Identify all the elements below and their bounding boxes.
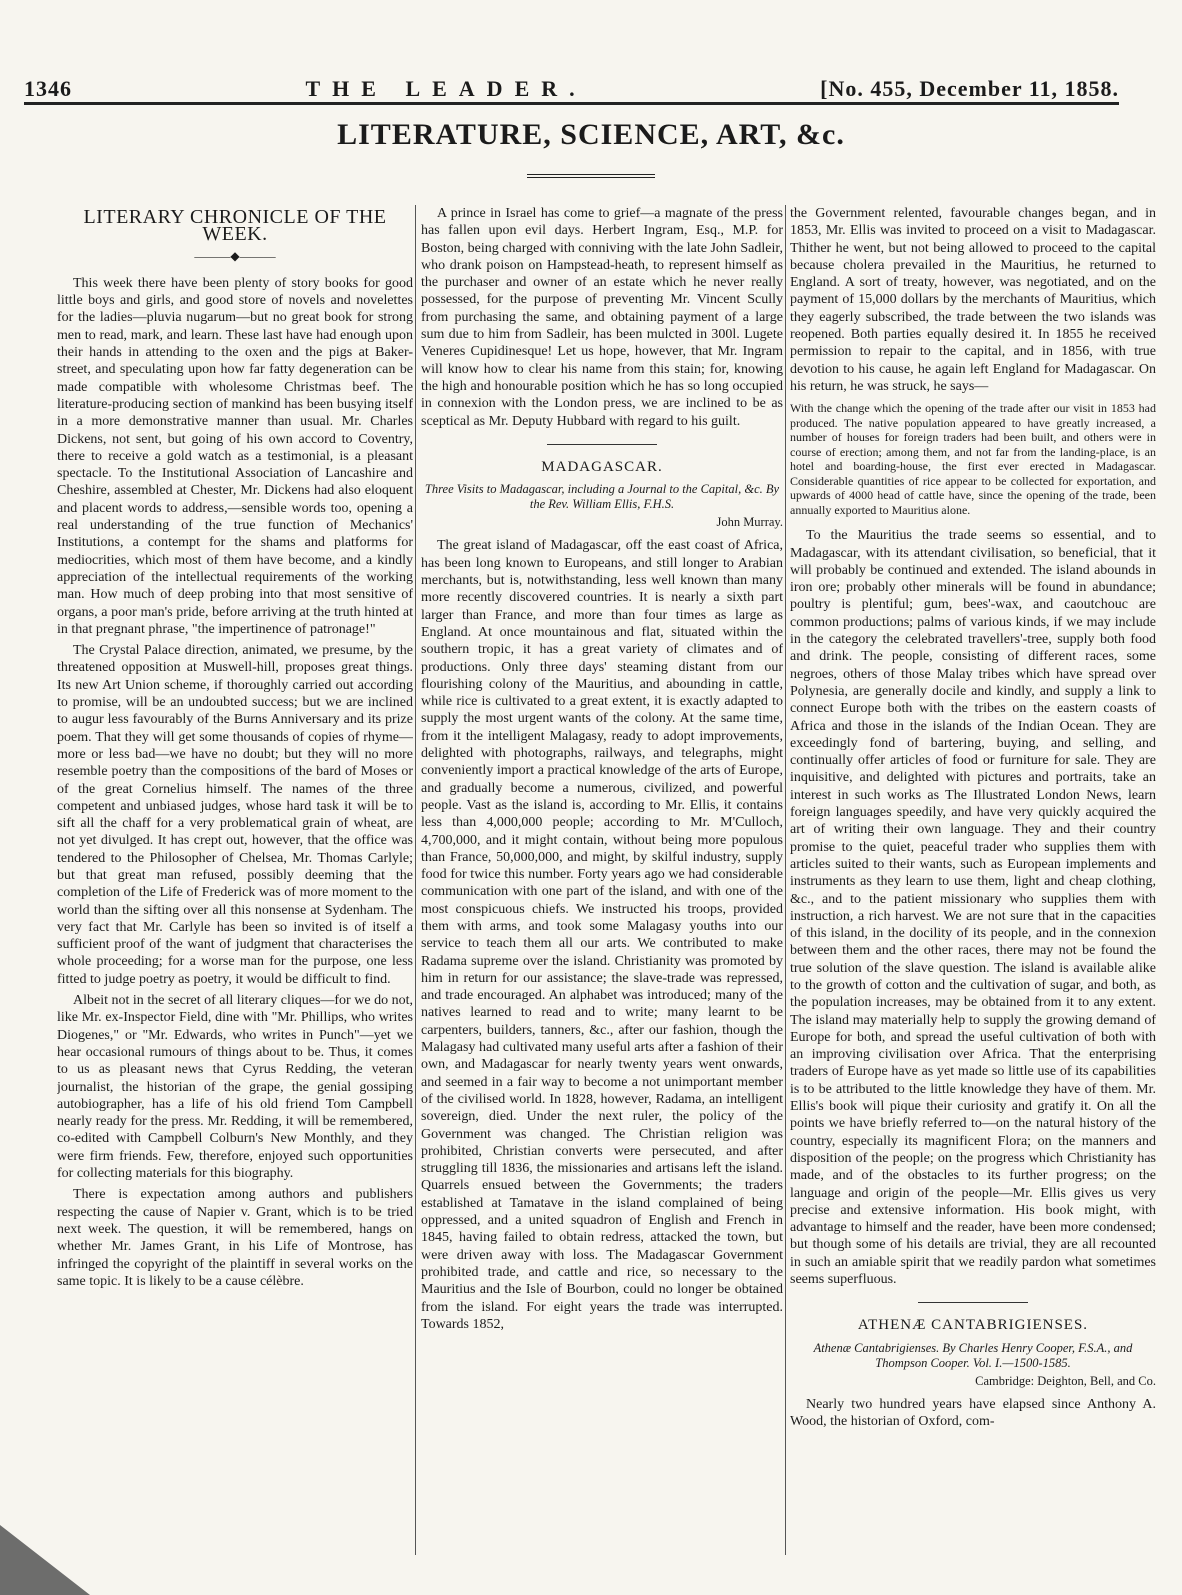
madagascar-heading: MADAGASCAR. — [541, 458, 663, 475]
column-1 — [57, 205, 413, 1555]
column-divider — [415, 205, 416, 1555]
chronicle-paragraph: Albeit not in the secret of all literary cliques—for we do not, like Mr. ex-Inspector Field, dine with "Mr. Phillips, who writes Diogenes," or "Mr. Edwards, who writes in Punch"—yet we hear occasional rumours of things about to be. Thus, it comes to us as pleasant news that Cyrus Redding, the veteran journalist, the historian of the grape, the genial gossiping autobiographer, has a life of his old friend Tom Campbell nearly ready for the press. Mr. Redding, it will be remembered, co-edited with Campbell Colburn's New Monthly, and they were firm friends. Few, therefore, enjoyed such opportunities for collecting materials for this biography. — [57, 993, 413, 1182]
masthead — [24, 72, 1119, 105]
madagascar-paragraph: To the Mauritius the trade seems so essential, and to Madagascar, with its attendant civilisation, so beneficial, that it will probably be continued and extended. The island abounds in iron ore; probably other minerals will be found in abundance; poultry is plentiful; gum, bees'-wax, and caoutchouc are common productions; palms of various kinds, if we may include in the category the celebrated travellers'-tree, supply both food and drink. The people, consisting of different races, some negroes, others of those Malay tribes which have spread over Polynesia, are generally docile and kindly, and supply a link to connect Europe both with the tribes on the eastern coasts of Africa and those in the islands of the Indian Ocean. They are exceedingly fond of bartering, buying, and selling, and continually offer articles of food or furniture for sale. They are inquisitive, and delighted with pictures and portraits, take an interest in such works as The Illustrated London News, learn foreign languages speedily, and have very quickly acquired the art of writing their own language. They and their country promise to the quiet, peaceful trader who supplies them with articles suited to their wants, such as European implements and instruments as they learn to use them, light and cheap clothing, &c., and to the patient missionary who supplies them with instruction, a rich harvest. We are not sure that in the capacities of this island, in the docility of its people, and in the connexion between them and the other races, there may not be found the true solution of the slave question. The island is available alike to the growth of cotton and the cultivation of sugar, and both, as the population increases, may be obtained from it to any extent. The island may materially help to supply the growing demand of Europe for both, and spread the useful cultivation of both with an improving civilisation over Africa. That the enterprising traders of Europe have as yet made so little use of its capabilities is to be attributed to the little knowledge they have of them. Mr. Ellis's book will pique their curiosity and gratify it. On all the points we have briefly referred to—on the natural history of the country, especially its magnificent Flora; on the manners and disposition of the people; on the progress which Christianity has made, and of the obstacles to its further progress; on the language and origin of the people—Mr. Ellis gives us very precise and extensive information. His book might, with advantage to himself and the reader, have been more condensed; but though some of his details are trivial, they are all recounted in such an amiable spirit that we readily pardon what sometimes seems superfluous. — [790, 528, 1156, 1288]
article-divider — [547, 444, 657, 445]
section-title: LITERATURE, SCIENCE, ART, &c. — [337, 118, 845, 151]
block-quote: With the change which the opening of the trade after our visit in 1853 had produced. The native population appeared to have greatly increased, a number of houses for foreign traders had been built, and others were in course of erection; among them, and not far from the landing-place, is an hotel and boarding-house, the first ever erected in Madagascar. Considerable quantities of rice appear to be collected for exportation, and upwards of 4000 head of cattle have, since the opening of the trade, been annually exported to Mauritius alone. — [790, 401, 1156, 517]
madagascar-body: The great island of Madagascar, off the east coast of Africa, has been long known to Europeans, and still longer to Arabian merchants, but is, notwithstanding, less well known than many more recently discovered countries. It is nearly a sixth part larger than France, and more than four times as large as England. At once mountainous and flat, situated within the southern tropic, it has a great variety of climates and of productions. Only three days' steaming distant from our flourishing colony of the Mauritius, and abounding in cattle, while rice is cultivated to a great extent, it is exactly adapted to supply the most urgent wants of the colony. At the same time, from it the intelligent Malagasy, ready to adopt improvements, delighted with photographs, railways, and telegraphs, might conveniently import a practical knowledge of the arts of Europe, and gradually become a numerous, civilized, and powerful people. Vast as the island is, according to Mr. Ellis, it contains less than 4,000,000 people; according to Mr. M'Culloch, 4,700,000, and it might contain, without being more populous than France, 50,000,000, and might, by skilful industry, supply food for twice this number. Forty years ago we had considerable communication with one part of the island, and with one of the most conspicuous chiefs. We instructed his troops, provided them with arms, and took some Malagasy youths into our service to teach them all our arts. We contributed to make Radama supreme over the island. Christianity was promoted by him in return for our assistance; the slave-trade was repressed, and trade encouraged. An alphabet was introduced; many of the natives learned to read and to write; many learnt to be carpenters, builders, tanners, &c., after our fashion, though the Malagasy had cultivated many useful arts after a fashion of their own, and Madagascar for nearly twenty years went onwards, and seemed in a fair way to become a not unimportant member of the civilised world. In 1828, however, Radama, an intelligent sovereign, died. Under the next ruler, the policy of the Government was changed. The Christian religion was prohibited, Christian converts were persecuted, and after struggling till 1836, the missionaries and artisans left the island. Quarrels ensued between the Governments; the traders established at Tamatave in the island complained of being oppressed, and a united squadron of English and French in 1845, having failed to obtain redress, attacked the town, but were driven away with loss. The Madagascar Government prohibited trade, and cattle and rice, so necessary to the Mauritius and the Isle of Bourbon, could no longer be obtained from the island. For eight years the trade was interrupted. Towards 1852, — [421, 538, 783, 1332]
article-divider — [918, 1302, 1028, 1303]
section-rule — [527, 174, 655, 178]
page-corner-shadow — [0, 1525, 90, 1595]
column-divider — [785, 205, 786, 1555]
athenae-body: Nearly two hundred years have elapsed since Anthony A. Wood, the historian of Oxford, com- — [790, 1396, 1156, 1430]
athenae-book-reference: Athenæ Cantabrigienses. By Charles Henry Cooper, F.S.A., and Thompson Cooper. Vol. I.—1500-1585. — [813, 1340, 1133, 1370]
madagascar-continuation: the Government relented, favourable changes began, and in 1853, Mr. Ellis was invited to proceed on a visit to Madagascar. Thither he went, but not being allowed to proceed to the capital because cholera prevailed in the Mauritius, he returned to England. A sort of treaty, however, was negotiated, and on the payment of 15,000 dollars by the merchants of Mauritius, which they eagerly subscribed, the trade between the two islands was reopened. Both parties equally desired it. In 1855 he received permission to repair to the capital, and in 1856, with true devotion to his cause, he again left England for Madagascar. On his return, he was struck, he says— — [790, 206, 1156, 394]
column-3 — [790, 205, 1156, 1555]
madagascar-book-reference: Three Visits to Madagascar, including a Journal to the Capital, &c. By the Rev. William Ellis, F.H.S. — [424, 482, 780, 512]
page-number: 1346 — [24, 76, 72, 101]
ornament-divider: ———◆——— — [194, 248, 276, 263]
chronicle-paragraph: This week there have been plenty of story books for good little boys and girls, and good store of novels and novelettes for the ladies—pluvia nugarum—but no great book for strong men to read, mark, and learn. These last have had enough upon their hands in attending to the oxen and the pigs at Baker-street, and speculating upon how far fatty degeneration can be made compatible with wholesome Christmas beef. The literature-producing section of mankind has been busying itself in a more demonstrative manner than usual. Mr. Charles Dickens, not sent, but going of his own accord to Coventry, there to receive a gold watch as a testimonial, is a pleasant spectacle. To the Institutional Association of Lancashire and Cheshire, assembled at Chester, Mr. Dickens had also eloquent and placent words to address,—sensible words too, opening a real understanding of the true function of Mechanics' Institutions, a contempt for the shams and platforms for mediocrities, which most of them have become, and a kindly appreciation of the intellectual requirements of the working man. How much of deep probing into that most sensitive of organs, a poor man's pride, before arriving at the truth hinted at in that pregnant phrase, "the impertinence of patronage!" — [57, 275, 413, 637]
athenae-heading: ATHENÆ CANTABRIGIENSES. — [857, 1317, 1089, 1334]
chronicle-heading: LITERARY CHRONICLE OF THE WEEK. — [83, 206, 387, 246]
madagascar-publisher: John Murray. — [716, 515, 783, 530]
chronicle-paragraph: There is expectation among authors and publishers respecting the cause of Napier v. Grant, which is to be tried next week. The question, it will be remembered, hangs on whether Mr. James Grant, in his Life of Montrose, has infringed the copyright of the plaintiff in several works on the same topic. It is likely to be a cause célèbre. — [57, 1187, 413, 1289]
chronicle-paragraph: The Crystal Palace direction, animated, we presume, by the threatened opposition at Muswell-hill, proposes great things. Its new Art Union scheme, if thoroughly carried out according to promise, will be an undoubted success; but we are inclined to augur less favourably of the Burns Anniversary and its prize poem. That they will get some thousands of copies of rhyme—more or less bad—we have no doubt; but they will no more resemble poetry than the compositions of the bard of Moses or of the great Cornelius himself. The names of the three competent and unbiased judges, whose hard task it will be to sift all the chaff for a very problematical grain of wheat, are not yet divulged. It has crept out, however, that the office was tendered to the Philosopher of Chelsea, Mr. Thomas Carlyle; but that great man refused, possibly deeming that the completion of the Life of Frederick was of more moment to the world than the sifting over all this nonsense at Sydenham. The very fact that Mr. Carlyle has been so invited is of itself a sufficient proof of the want of judgment that characterises the whole proceeding; for a worse man for the purpose, one less fitted to judge poetry as poetry, it would be difficult to find. — [57, 643, 413, 987]
column-2 — [421, 205, 783, 1555]
ingram-paragraph: A prince in Israel has come to grief—a magnate of the press has fallen upon evil days. Herbert Ingram, Esq., M.P. for Boston, being charged with conniving with the late John Sadleir, who drank poison on Hampstead-heath, to represent himself as the purchaser and owner of an estate which he never really possessed, for the purpose of preventing Mr. Vincent Scully from purchasing the same, and obtaining payment of a large sum due to him from Sadleir, has been mulcted in 300l. Lugete Veneres Cupidinesque! Let us hope, however, that Mr. Ingram will know how to clear his name from this stain; for, knowing the high and honourable position which he has so long occupied in connexion with the London press, we are inclined to be as sceptical as Mr. Deputy Hubbard with regard to his guilt. — [421, 206, 783, 429]
issue-date: [No. 455, December 11, 1858. — [820, 76, 1119, 101]
paper-title: THE LEADER. — [305, 76, 587, 101]
athenae-publisher: Cambridge: Deighton, Bell, and Co. — [975, 1373, 1156, 1388]
